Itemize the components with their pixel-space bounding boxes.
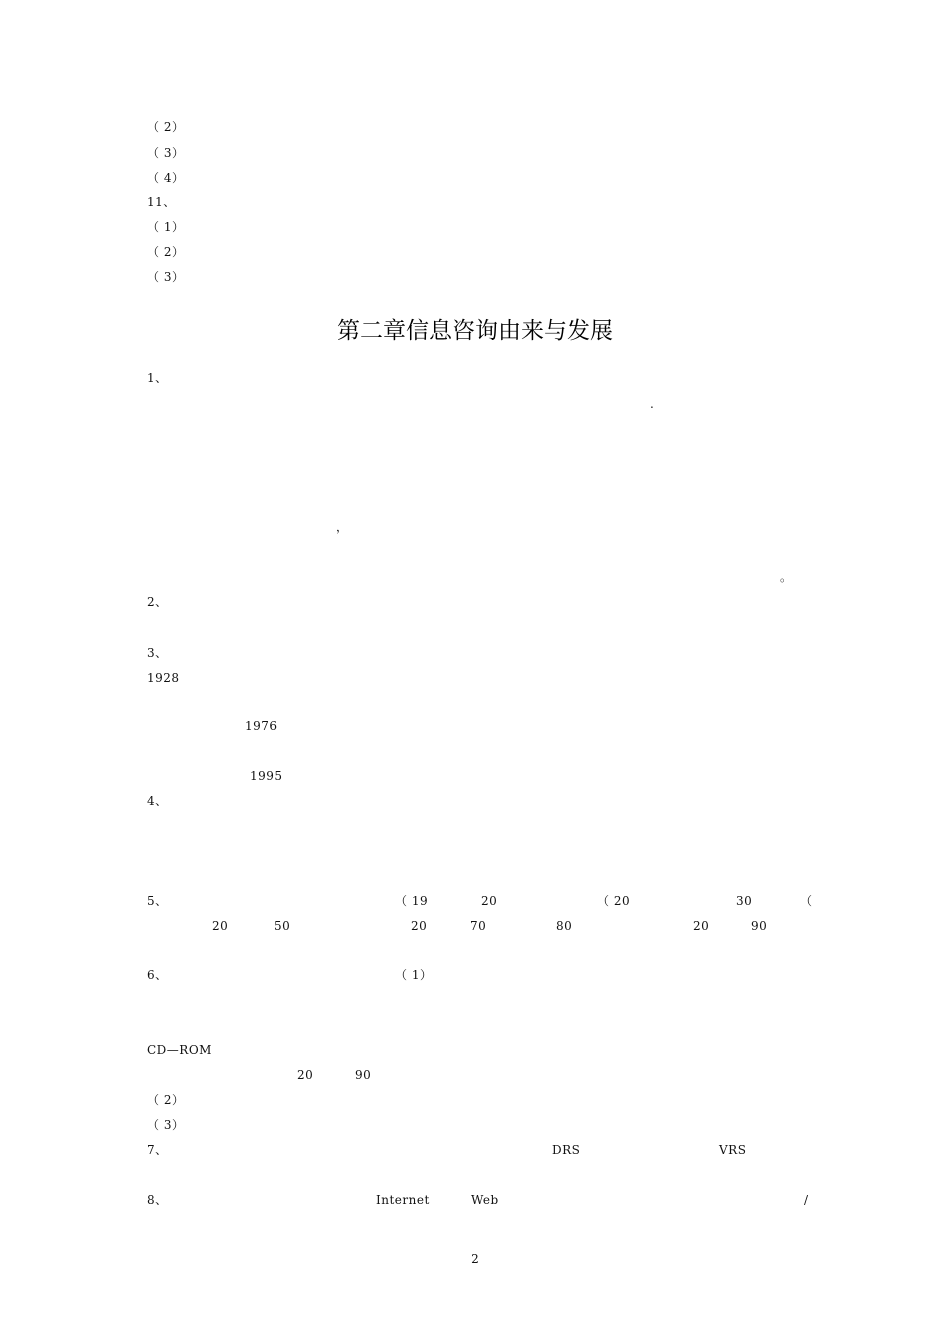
text-line: Web (471, 1193, 499, 1207)
text-line: （ 4） (147, 171, 185, 185)
text-line: CD—ROM (147, 1043, 212, 1057)
text-line: ， (336, 520, 349, 534)
text-line: 1928 (147, 671, 180, 685)
text-line: （ 3） (147, 270, 185, 284)
text-line: （ 20 (597, 894, 631, 908)
text-line: DRS (552, 1143, 581, 1157)
text-line: 30 (736, 894, 753, 908)
text-line: 20 (212, 919, 229, 933)
text-line: 1995 (250, 769, 283, 783)
text-line: 90 (355, 1068, 372, 1082)
text-line: 2、 (147, 595, 168, 609)
text-line: VRS (719, 1143, 747, 1157)
text-line: 20 (693, 919, 710, 933)
text-line: （ 2） (147, 245, 185, 259)
text-line: 8、 (147, 1193, 168, 1207)
text-line: 。 (780, 570, 793, 584)
text-line: 20 (411, 919, 428, 933)
text-line: 6、 (147, 968, 168, 982)
text-line: （ 2） (147, 1093, 185, 1107)
text-line: Internet (376, 1193, 430, 1207)
text-line: （ 1） (147, 220, 185, 234)
chapter-title: 第二章信息咨询由来与发展 (337, 318, 613, 344)
text-line: 4、 (147, 794, 168, 808)
text-line: （ (800, 894, 813, 908)
text-line: 20 (297, 1068, 314, 1082)
text-line: （ 3） (147, 1118, 185, 1132)
text-line: 20 (481, 894, 498, 908)
text-line: 1、 (147, 371, 168, 385)
text-line: 1976 (245, 719, 278, 733)
text-line: 7、 (147, 1143, 168, 1157)
text-line: 70 (470, 919, 487, 933)
page-number: 2 (471, 1252, 479, 1266)
text-line: （ 3） (147, 146, 185, 160)
text-line: 5、 (147, 894, 168, 908)
text-line: / (804, 1193, 809, 1207)
text-line: 80 (556, 919, 573, 933)
text-line: 3、 (147, 646, 168, 660)
text-line: 11、 (147, 195, 176, 209)
text-line: （ 19 (395, 894, 429, 908)
text-line: 50 (274, 919, 291, 933)
text-line: 90 (751, 919, 768, 933)
text-line: （ 2） (147, 120, 185, 134)
text-line: . (650, 397, 655, 411)
text-line: （ 1） (395, 968, 433, 982)
